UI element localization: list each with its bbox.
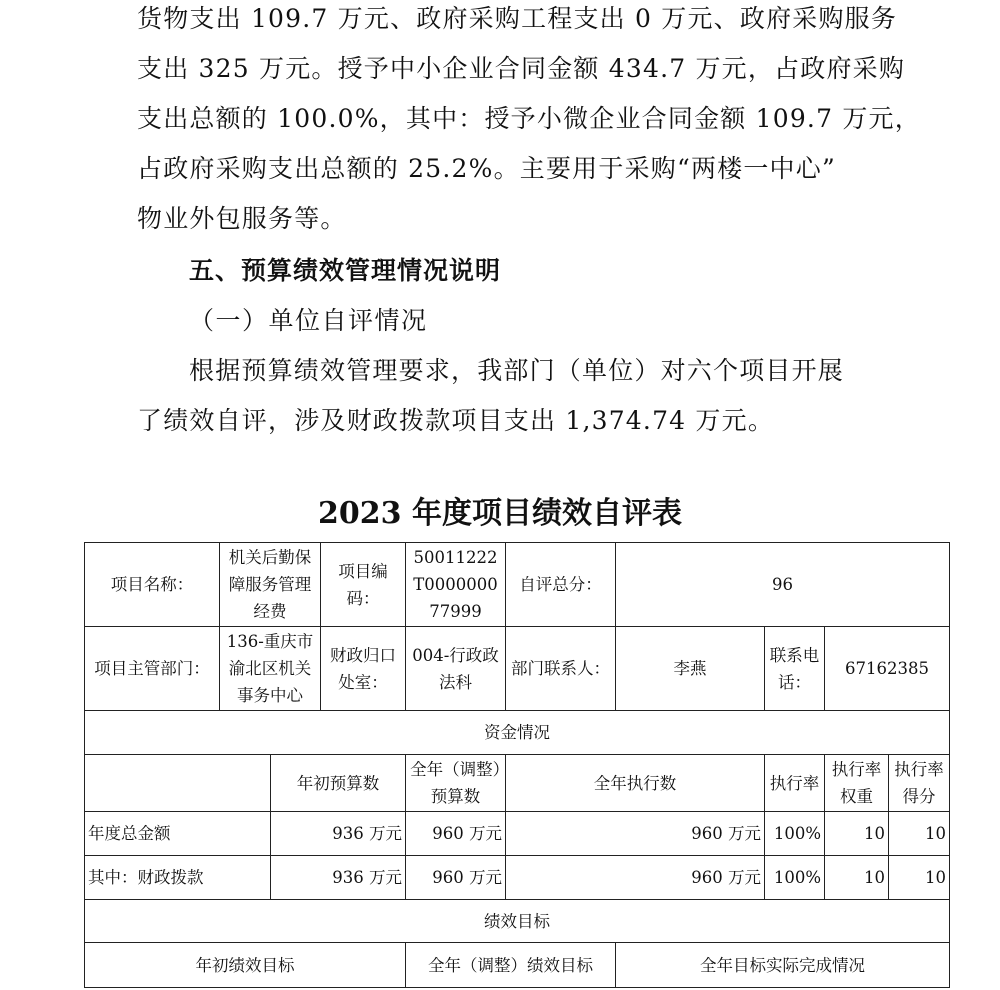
goals-col-actual: 全年目标实际完成情况 [616,943,950,988]
self-score: 96 [616,543,950,627]
row-label: 其中：财政拨款 [85,856,271,900]
col-adjusted-budget: 全年（调整）预算数 [406,755,506,812]
table-row [85,755,950,812]
phone: 67162385 [825,627,950,711]
table-row [85,711,950,755]
table-row [85,627,950,711]
empty-cell [85,755,271,812]
finance-office: 004-行政政法科 [406,627,506,711]
paragraph-line: 占政府采购支出总额的 25.2%。主要用于采购“两楼一中心” [137,154,836,183]
col-score: 执行率得分 [889,755,950,812]
goals-header: 绩效目标 [85,900,950,943]
table-row [85,812,950,856]
project-name: 机关后勤保障服务管理经费 [220,543,321,627]
section-heading: 五、预算绩效管理情况说明 [189,256,502,285]
dept-label: 项目主管部门： [85,627,220,711]
self-score-label: 自评总分： [506,543,616,627]
col-initial-budget: 年初预算数 [271,755,406,812]
paragraph-line: 了绩效自评，涉及财政拨款项目支出 1,374.74 万元。 [137,406,775,435]
project-code-label: 项目编码： [321,543,406,627]
score-value: 10 [889,812,950,856]
performance-evaluation-table [84,542,950,988]
goals-col-adjusted: 全年（调整）绩效目标 [406,943,616,988]
table-row [85,943,950,988]
initial-budget-value: 936 万元 [271,856,406,900]
exec-rate-value: 100% [765,856,825,900]
project-code: 50011222T000000077999 [406,543,506,627]
col-exec-rate: 执行率 [765,755,825,812]
initial-budget-value: 936 万元 [271,812,406,856]
table-row [85,856,950,900]
score-value: 10 [889,856,950,900]
paragraph-procurement [137,0,921,244]
paragraph-self-evaluation [137,346,844,446]
finance-office-label: 财政归口处室： [321,627,406,711]
executed-value: 960 万元 [506,812,765,856]
project-name-label: 项目名称： [85,543,220,627]
adjusted-budget-value: 960 万元 [406,856,506,900]
col-weight: 执行率权重 [825,755,889,812]
goals-col-initial: 年初绩效目标 [85,943,406,988]
contact-label: 部门联系人： [506,627,616,711]
executed-value: 960 万元 [506,856,765,900]
weight-value: 10 [825,856,889,900]
phone-label: 联系电话： [765,627,825,711]
contact: 李燕 [616,627,765,711]
col-executed: 全年执行数 [506,755,765,812]
table-row [85,900,950,943]
paragraph-line: 货物支出 109.7 万元、政府采购工程支出 0 万元、政府采购服务 [137,4,898,33]
weight-value: 10 [825,812,889,856]
table-title: 2023 年度项目绩效自评表 [318,496,682,531]
paragraph-line: 物业外包服务等。 [137,204,347,233]
paragraph-line: 支出总额的 100.0%，其中：授予小微企业合同金额 109.7 万元， [137,104,921,133]
row-label: 年度总金额 [85,812,271,856]
dept: 136-重庆市渝北区机关事务中心 [220,627,321,711]
funds-header: 资金情况 [85,711,950,755]
table-row [85,543,950,627]
paragraph-line: 支出 325 万元。授予中小企业合同金额 434.7 万元，占政府采购 [137,54,906,83]
paragraph-line: 根据预算绩效管理要求，我部门（单位）对六个项目开展 [189,356,845,385]
subsection-heading: （一）单位自评情况 [189,306,428,335]
adjusted-budget-value: 960 万元 [406,812,506,856]
exec-rate-value: 100% [765,812,825,856]
